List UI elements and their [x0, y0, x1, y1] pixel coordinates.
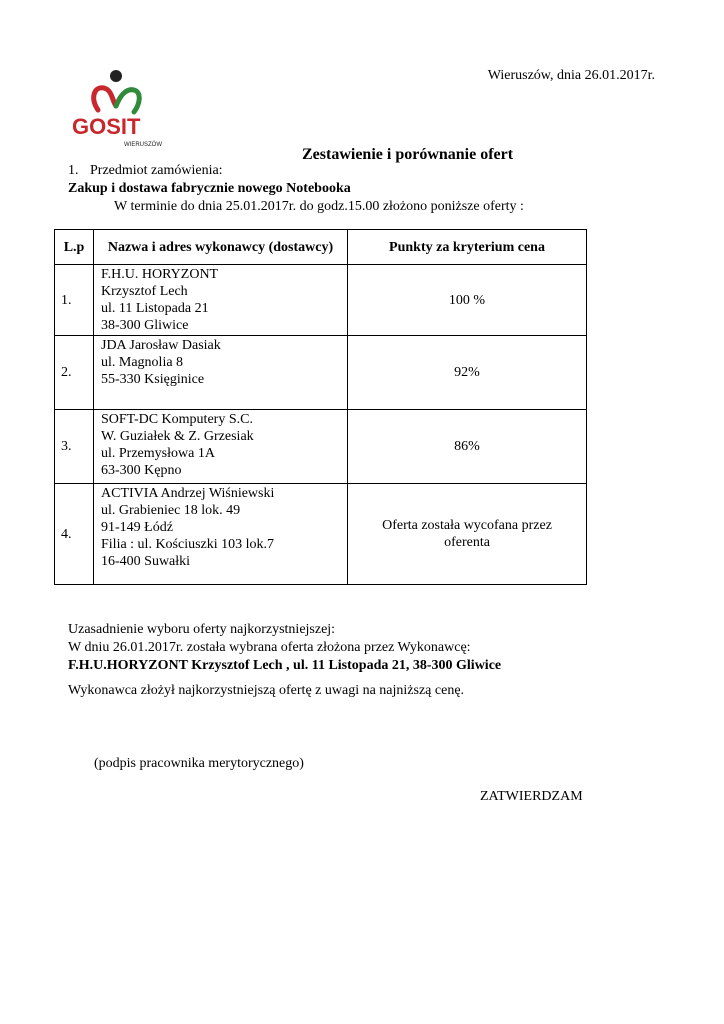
- row-score: 100 %: [348, 265, 587, 336]
- table-header-row: [55, 230, 587, 265]
- table-row: [55, 484, 587, 585]
- item-label: Przedmiot zamówienia:: [90, 163, 223, 178]
- contractor-line: 16-400 Suwałki: [101, 554, 191, 569]
- selected-contractor: F.H.U.HORYZONT Krzysztof Lech , ul. 11 Listopada 21, 38-300 Gliwice: [68, 658, 502, 673]
- place-date: Wieruszów, dnia 26.01.2017r.: [487, 68, 655, 83]
- table-row: [55, 265, 587, 336]
- row-lp: 4.: [55, 484, 94, 585]
- offers-table: [54, 229, 587, 585]
- contractor-line: ul. Grabieniec 18 lok. 49: [101, 503, 241, 518]
- selection-reason: Wykonawca złożył najkorzystniejszą ofertę z uwagi na najniższą cenę.: [68, 683, 465, 698]
- row-lp: 1.: [55, 265, 94, 336]
- row-lp: 3.: [55, 410, 94, 484]
- approval-label: ZATWIERDZAM: [480, 789, 583, 804]
- row-contractor: [94, 484, 348, 585]
- header-lp: L.p: [55, 230, 94, 265]
- justification-heading: Uzasadnienie wyboru oferty najkorzystniejszej:: [68, 622, 336, 637]
- gosit-logo: [68, 68, 168, 150]
- withdrawn-note: Oferta została wycofana przez oferenta: [382, 518, 552, 550]
- procurement-item: [68, 163, 223, 179]
- header-score: Punkty za kryterium cena: [348, 230, 587, 265]
- row-contractor: [94, 336, 348, 410]
- contractor-line: 91-149 Łódź: [101, 520, 173, 535]
- contractor-line: ul. 11 Listopada 21: [101, 301, 209, 316]
- signature-label: (podpis pracownika merytorycznego): [94, 756, 304, 771]
- table-row: [55, 410, 587, 484]
- contractor-line: Krzysztof Lech: [101, 284, 188, 299]
- deadline-text: W terminie do dnia 25.01.2017r. do godz.15.00 złożono poniższe oferty :: [114, 199, 524, 214]
- logo-subtext: WIERUSZÓW: [124, 142, 162, 148]
- justification-text: W dniu 26.01.2017r. została wybrana oferta złożona przez Wykonawcę:: [68, 640, 471, 655]
- header-name: Nazwa i adres wykonawcy (dostawcy): [94, 230, 348, 265]
- contractor-line: JDA Jarosław Dasiak: [101, 338, 221, 353]
- row-lp: 2.: [55, 336, 94, 410]
- contractor-line: SOFT-DC Komputery S.C.: [101, 412, 253, 427]
- row-contractor: [94, 265, 348, 336]
- contractor-line: Filia : ul. Kościuszki 103 lok.7: [101, 537, 275, 552]
- document-title: Zestawienie i porównanie ofert: [302, 146, 514, 163]
- contractor-line: 55-330 Księginice: [101, 372, 205, 387]
- contractor-line: 38-300 Gliwice: [101, 318, 189, 333]
- contractor-line: W. Guziałek & Z. Grzesiak: [101, 429, 254, 444]
- contractor-line: F.H.U. HORYZONT: [101, 267, 219, 282]
- gosit-logo-graphic: [68, 68, 168, 150]
- item-number: 1.: [68, 163, 79, 178]
- row-score: 86%: [348, 410, 587, 484]
- table-row: [55, 336, 587, 410]
- contractor-line: ul. Przemysłowa 1A: [101, 446, 215, 461]
- row-score: [348, 484, 587, 585]
- row-contractor: [94, 410, 348, 484]
- contractor-line: ACTIVIA Andrzej Wiśniewski: [101, 486, 275, 501]
- row-score: 92%: [348, 336, 587, 410]
- logo-text: GOSIT: [72, 114, 141, 139]
- justification: [68, 621, 501, 675]
- contractor-line: 63-300 Kępno: [101, 463, 182, 478]
- contractor-line: ul. Magnolia 8: [101, 355, 184, 370]
- procurement-subject: Zakup i dostawa fabrycznie nowego Notebooka: [68, 181, 351, 196]
